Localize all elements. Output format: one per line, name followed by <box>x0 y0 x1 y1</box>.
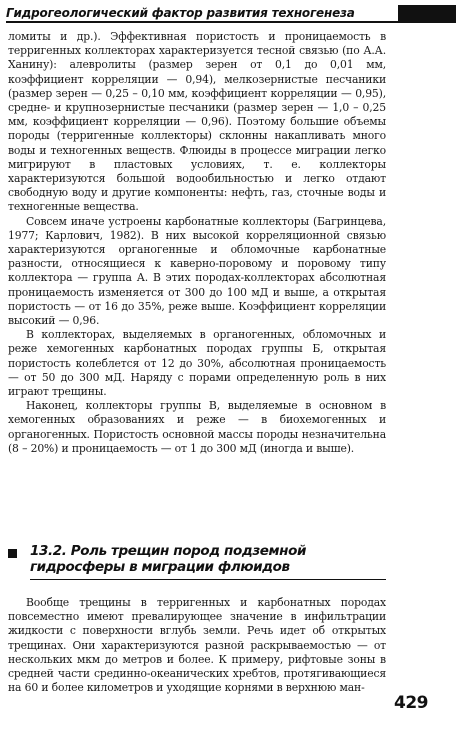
running-head-rule <box>6 21 456 23</box>
page-number: 429 <box>394 693 428 713</box>
paragraph-2: Совсем иначе устроены карбонатные коллекторы (Багринцева, 1977; Карлович, 1982). В них высокой корреляционной связью характеризуются органогенные и обломочные карбонатные разности, относящиеся к каверно-поровому и поровому типу коллектора — группа А. В этих породах-коллекторах абсолютная проницаемость изменяется от 300 до 100 мД и выше, а открытая пористость — от 16 до 35%, реже выше. Коэффициент корреляции высокий — 0,96. <box>8 214 386 328</box>
section-bullet-square <box>8 549 17 558</box>
body-text <box>8 30 386 456</box>
running-head-title: Гидрогеологический фактор развития техногенеза <box>6 6 355 20</box>
section-paragraph-1: Вообще трещины в терригенных и карбонатных породах повсеместно имеют превалирующее значение в инфильтрации жидкости с поверхности вглубь земли. Речь идет об открытых трещинах. Они характеризуются разной раскрываемостью — от нескольких мкм до метров и более. К примеру, рифтовые зоны в средней части срединно-океанических хребтов, протягивающиеся на 60 и более километров и уходящие корнями в верхнюю ман- <box>8 596 386 695</box>
running-head <box>6 4 456 22</box>
section-body-text <box>8 596 386 695</box>
section-heading: 13.2. Роль трещин пород подземной гидросферы в миграции флюидов <box>30 543 307 575</box>
paragraph-1: ломиты и др.). Эффективная пористость и проницаемость в терригенных коллекторах характеризуется тесной связью (по А.А. Ханину): алевролиты (размер зерен от 0,1 до 0,01 мм, коэффициент корреляции — 0,94), мелкозернистые песчаники (размер зерен — 0,25 – 0,10 мм, коэффициент корреляции — 0,95), средне- и крупнозернистые песчаники (размер зерен — 1,0 – 0,25 мм, коэффициент корреляции — 0,96). Поэтому большие объемы породы (терригенные коллекторы) склонны накапливать много воды и техногенных веществ. Флюиды в процессе миграции легко мигрируют в пластовых условиях, т. е. коллекторы характеризуются большой водообильностью и легко отдают свободную воду и другие компоненты: нефть, газ, сточные воды и техногенные вещества. <box>8 30 386 214</box>
paragraph-3: В коллекторах, выделяемых в органогенных, обломочных и реже хемогенных карбонатных породах группы Б, открытая пористость колеблется от 12 до 30%, абсолютная проницаемость — от 50 до 300 мД. Наряду с порами определенную роль в них играют трещины. <box>8 328 386 399</box>
section-heading-rule <box>30 579 386 580</box>
paragraph-4: Наконец, коллекторы группы В, выделяемые в основном в хемогенных образованиях и реже — в биохемогенных и органогенных. Пористость основной массы породы незначительна (8 – 20%) и проницаемость — от 1 до 300 мД (иногда и выше). <box>8 399 386 455</box>
chapter-tab-marker <box>398 5 456 22</box>
